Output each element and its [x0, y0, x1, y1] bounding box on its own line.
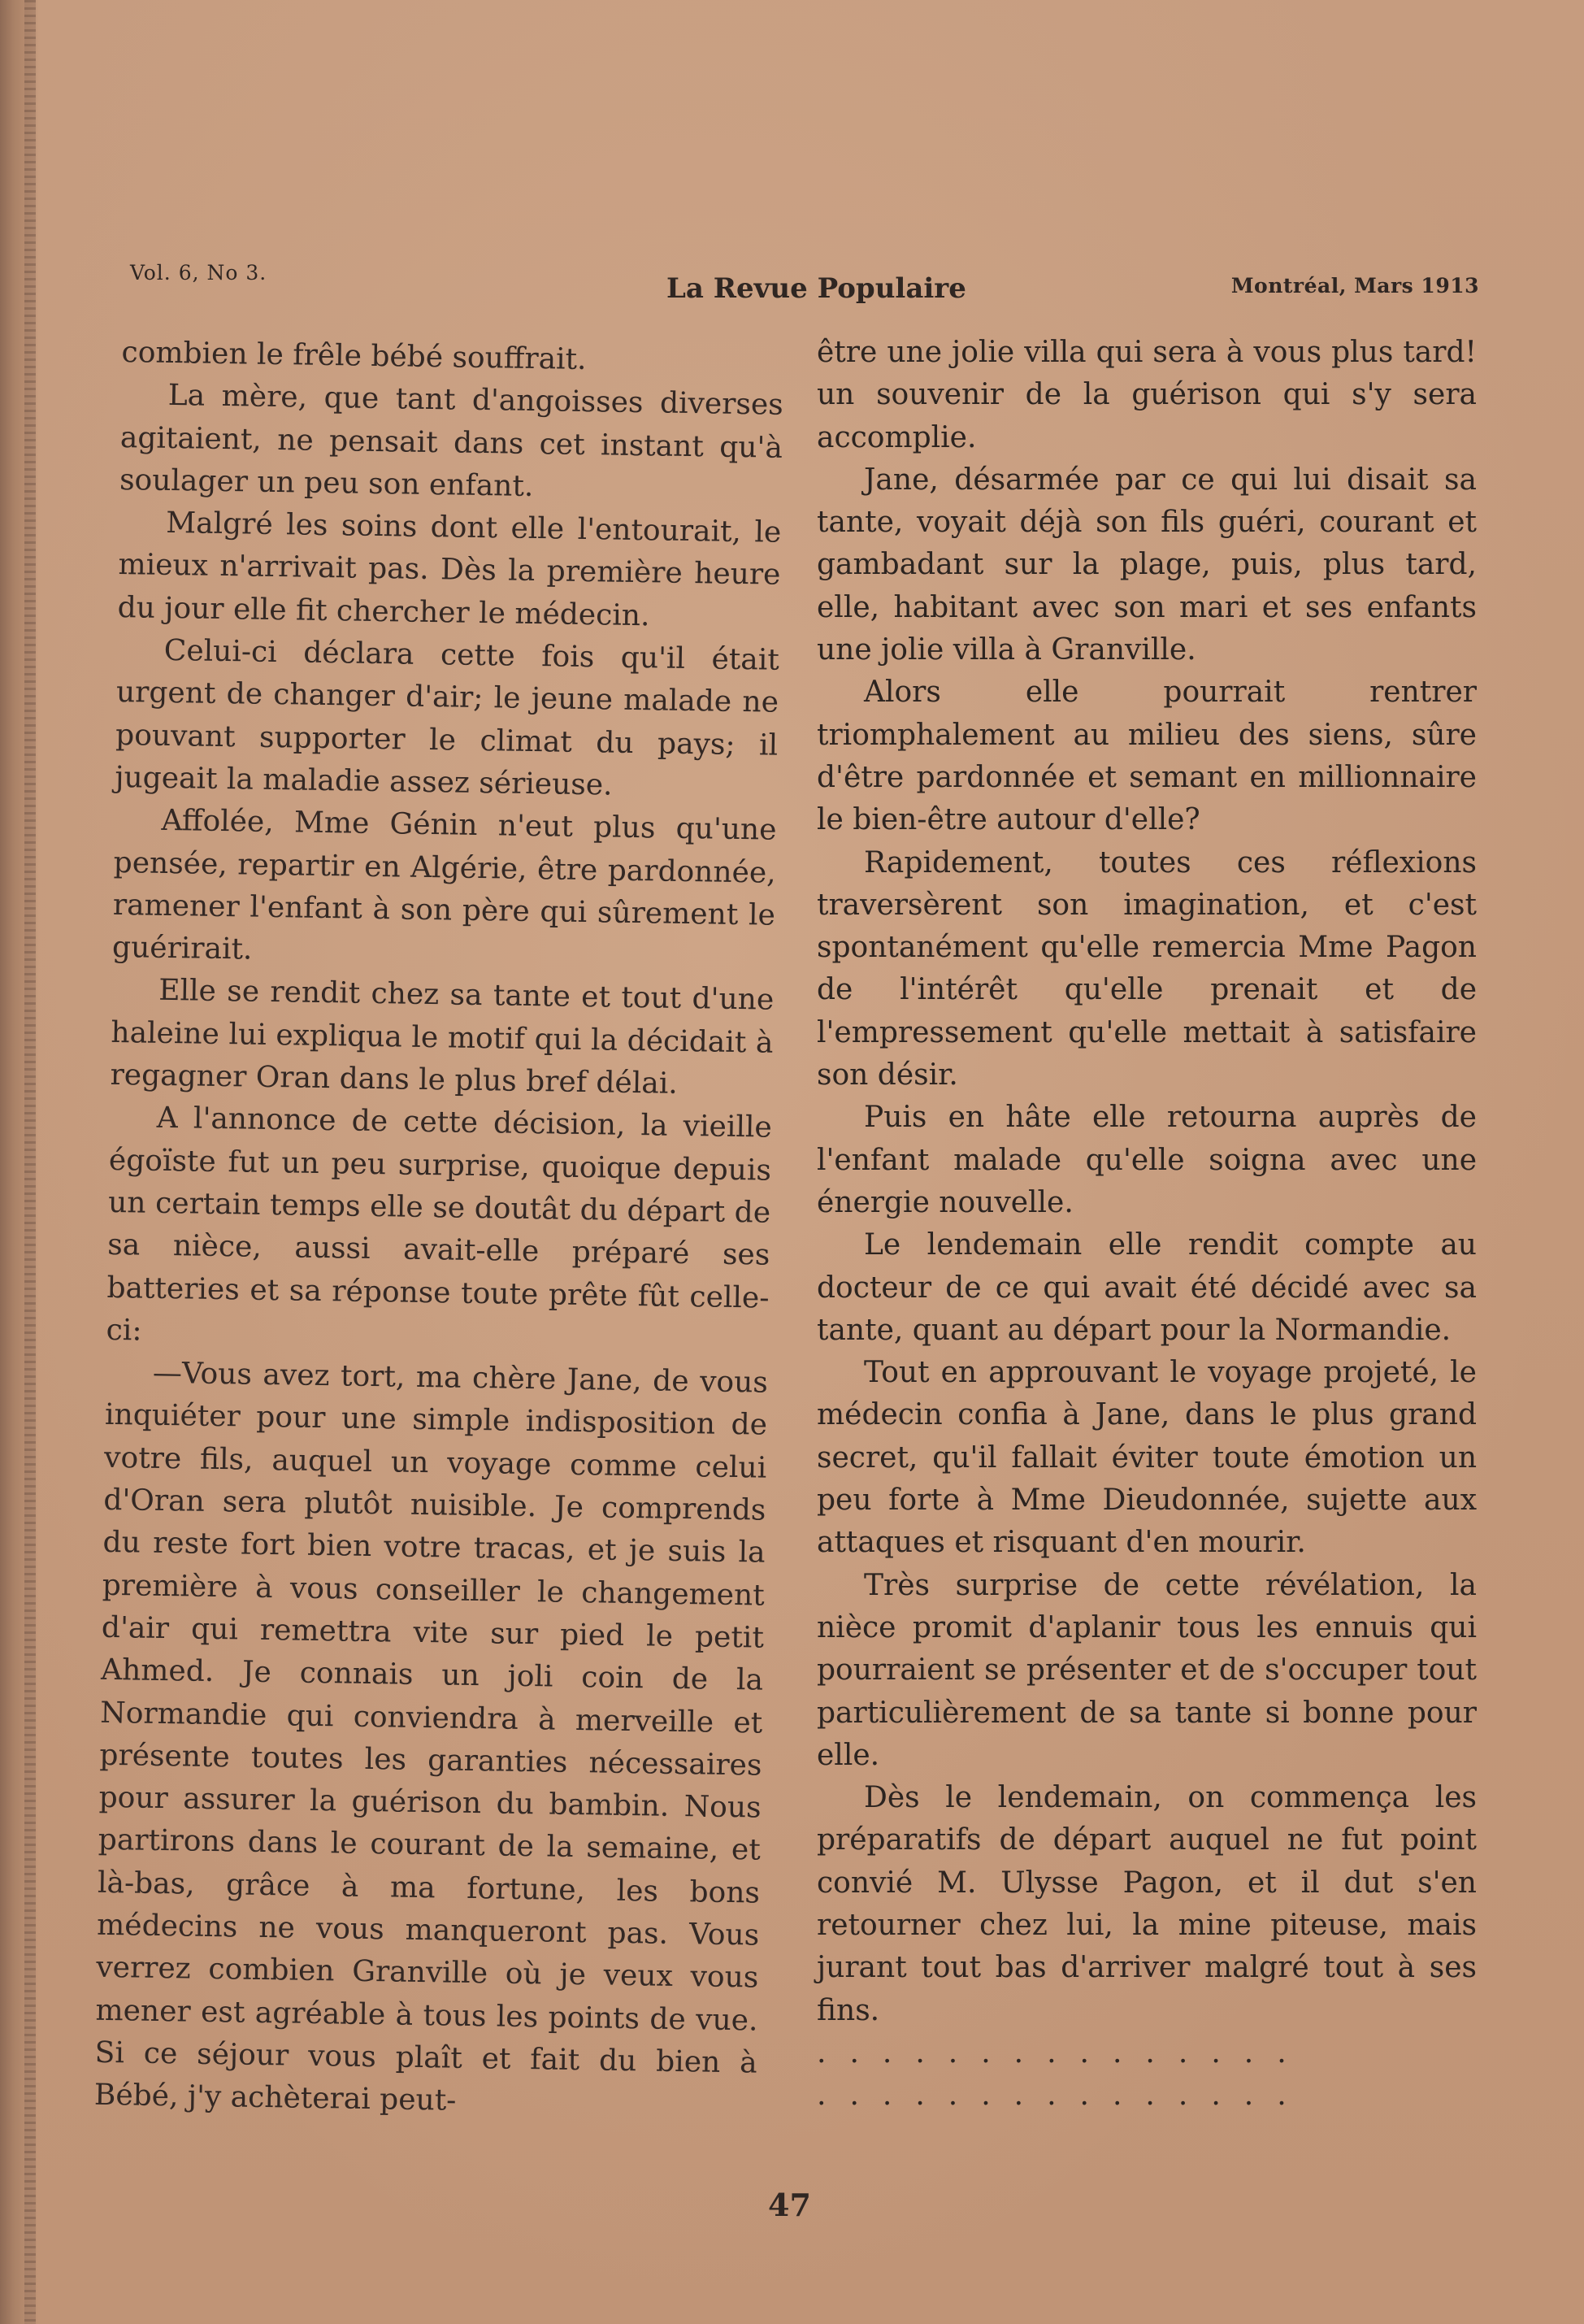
paragraph: Très surprise de cette révélation, la nièce promit d'aplanir tous les ennuis qui pourraient se présenter et de s'occuper tout particulièrement de sa tante si bonne pour elle.	[817, 1568, 1477, 1772]
paragraph: être une jolie villa qui sera à vous plus tard! un souvenir de la guérison qui s'y sera accomplie.	[817, 336, 1477, 454]
paragraph: Elle se rendit chez sa tante et tout d'une haleine lui expliqua le motif qui la décidait à regagner Oran dans le plus bref délai.	[110, 974, 775, 1101]
paragraph: Celui-ci déclara cette fois qu'il était urgent de changer d'air; le jeune malade ne pouvant supporter le climat du pays; il jugeait la maladie assez sérieuse.	[115, 633, 780, 802]
volume-number: Vol. 6, No 3.	[130, 261, 267, 285]
paragraph: Puis en hâte elle retourna auprès de l'enfant malade qu'elle soigna avec une énergie nouvelle.	[817, 1101, 1477, 1219]
paragraph: —Vous avez tort, ma chère Jane, de vous inquiéter pour une simple indisposition de votre fils, auquel un voyage comme celui d'Oran sera plutôt nuisible. Je comprends du reste fort bien votre tracas, et je suis la première à vous conseiller le changement d'air qui remettra vite sur pied le petit Ahmed. Je connais un joli coin de la Normandie qui conviendra à merveille et présente toutes les garanties nécessaires pour assurer la guérison du bambin. Nous partirons dans le courant de la semaine, et là-bas, grâce à ma fortune, les bons médecins ne vous manqueront pas. Vous verrez combien Granville où je veux vous mener est agréable à tous les points de vue. Si ce séjour vous plaît et fait du bien à Bébé, j'y achèterai peut-	[93, 1356, 769, 2118]
paragraph: Dès le lendemain, on commença les préparatifs de départ auquel ne fut point convié M. Ulysse Pagon, et il dut s'en retourner chez lui, la mine piteuse, mais jurant tout bas d'arriver malgré tout à ses fins.	[817, 1781, 1477, 2027]
section-separator-dots: ...............	[817, 2035, 1310, 2070]
left-column	[93, 332, 783, 2127]
paragraph: Rapidement, toutes ces réflexions traversèrent son imagination, et c'est spontanément qu'elle remercia Mme Pagon de l'intérêt qu'elle prenait et de l'empressement qu'elle mettait à satisfaire son désir.	[817, 845, 1477, 1092]
paragraph: Malgré les soins dont elle l'entourait, le mieux n'arrivait pas. Dès la première heure du jour elle fit chercher le médecin.	[117, 506, 782, 633]
paragraph: A l'annonce de cette décision, la vieille égoïste fut un peu surprise, quoique depuis un certain temps elle se doutât du départ de sa nièce, aussi avait-elle préparé ses batteries et sa réponse toute prête fût celle-ci:	[106, 1101, 773, 1348]
publication-title: La Revue Populaire	[666, 272, 966, 305]
binding-edge	[24, 0, 36, 2324]
paragraph: combien le frêle bébé souffrait.	[121, 335, 587, 376]
paragraph: Affolée, Mme Génin n'eut plus qu'une pensée, repartir en Algérie, être pardonnée, ramener l'enfant à son père qui sûrement le guérirait.	[111, 804, 777, 967]
section-separator-dots: ...............	[817, 2078, 1310, 2112]
paragraph: Le lendemain elle rendit compte au docteur de ce qui avait été décidé avec sa tante, quant au départ pour la Normandie.	[817, 1228, 1477, 1347]
paragraph: Tout en approuvant le voyage projeté, le médecin confia à Jane, dans le plus grand secret, qu'il fallait éviter toute émotion un peu forte à Mme Dieudonnée, sujette aux attaques et risquant d'en mourir.	[817, 1356, 1477, 1560]
paragraph: La mère, que tant d'angoisses diverses agitaient, ne pensait dans cet instant qu'à soulager un peu son enfant.	[119, 379, 783, 503]
page-number: 47	[768, 2187, 811, 2223]
page-header	[130, 256, 1479, 305]
publication-date: Montréal, Mars 1913	[1230, 274, 1479, 298]
right-column	[817, 332, 1477, 2117]
paragraph: Jane, désarmée par ce qui lui disait sa tante, voyait déjà son fils guéri, courant et gambadant sur la plage, puis, plus tard, elle, habitant avec son mari et ses enfants une jolie villa à Granville.	[817, 463, 1477, 667]
paragraph: Alors elle pourrait rentrer triomphalement au milieu des siens, sûre d'être pardonnée et semant en millionnaire le bien-être autour d'elle?	[817, 675, 1477, 837]
